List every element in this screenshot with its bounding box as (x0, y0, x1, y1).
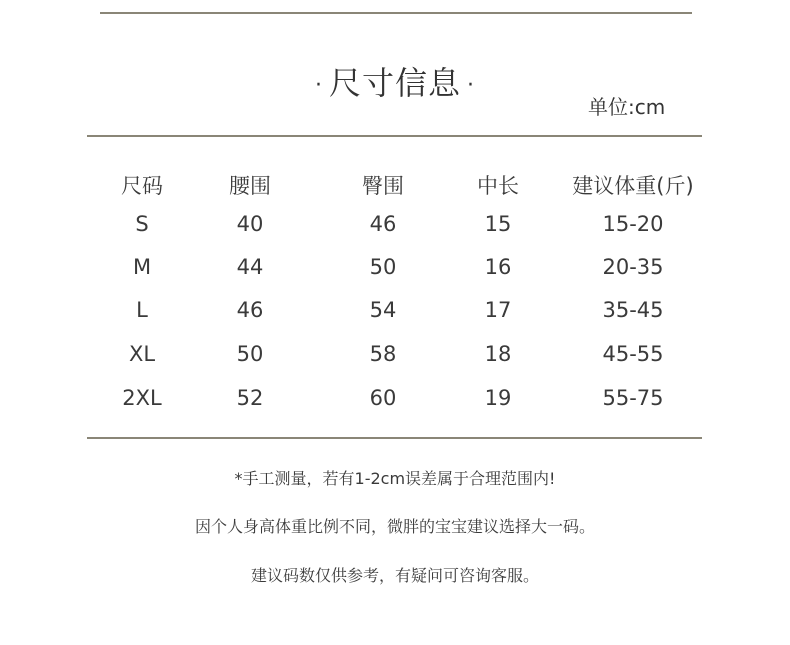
table-cell: M (132, 255, 152, 279)
header-waist: 腰围 (229, 174, 271, 198)
table-top-divider (87, 135, 702, 137)
header-length: 中长 (477, 174, 519, 198)
table-cell: L (136, 298, 148, 322)
top-divider (100, 12, 692, 14)
table-bottom-divider (87, 437, 702, 439)
table-cell: S (135, 212, 149, 236)
table-cell: 54 (369, 298, 397, 322)
title-dot-left: · (314, 72, 323, 98)
table-cell: 52 (236, 386, 264, 410)
unit-label: 单位:cm (588, 95, 666, 119)
table-cell: 35-45 (602, 298, 664, 322)
title-text: 尺寸信息 (328, 64, 461, 102)
table-cell: 46 (236, 298, 264, 322)
title-dot-right: · (467, 72, 475, 98)
header-weight: 建议体重(斤) (572, 174, 694, 198)
table-cell: 15-20 (602, 212, 664, 236)
table-cell: 2XL (122, 386, 162, 410)
table-cell: XL (128, 342, 156, 366)
note-measurement: *手工测量，若有1-2cm误差属于合理范围内! (234, 469, 556, 488)
table-cell: 40 (236, 212, 264, 236)
table-cell: 60 (369, 386, 397, 410)
note-customer-service: 建议码数仅供参考，有疑问可咨询客服。 (250, 566, 539, 585)
table-cell: 20-35 (602, 255, 664, 279)
table-cell: 46 (369, 212, 397, 236)
table-cell: 18 (484, 342, 512, 366)
table-cell: 44 (236, 255, 264, 279)
table-cell: 58 (369, 342, 397, 366)
table-cell: 55-75 (602, 386, 664, 410)
page-title (0, 58, 790, 104)
table-cell: 50 (369, 255, 397, 279)
table-cell: 50 (236, 342, 264, 366)
table-cell: 16 (484, 255, 512, 279)
header-size: 尺码 (121, 174, 163, 198)
table-cell: 15 (484, 212, 512, 236)
table-cell: 19 (484, 386, 512, 410)
header-hip: 臀围 (362, 174, 404, 198)
note-size-advice: 因个人身高体重比例不同，微胖的宝宝建议选择大一码。 (194, 517, 595, 536)
table-cell: 45-55 (602, 342, 664, 366)
table-cell: 17 (484, 298, 512, 322)
